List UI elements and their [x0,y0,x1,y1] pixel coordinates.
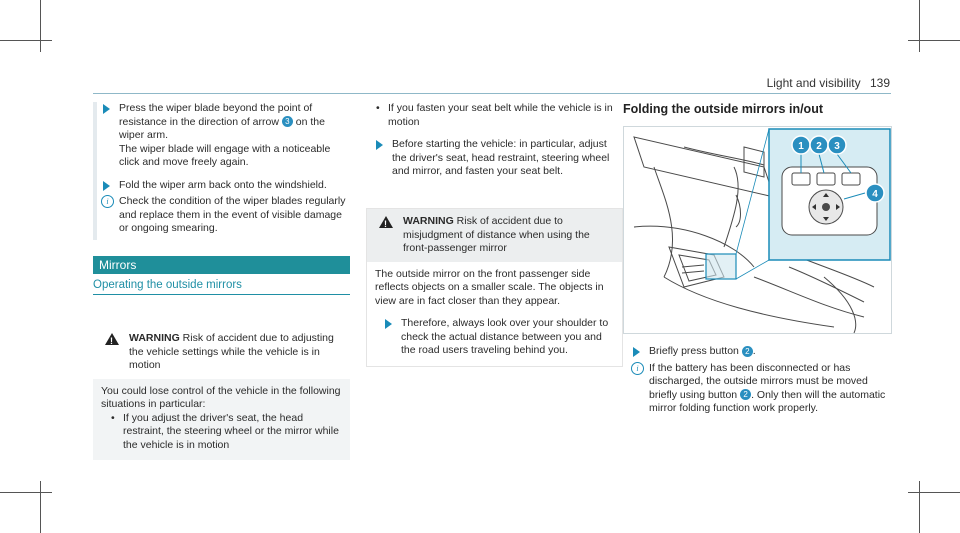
list-item: • If you fasten your seat belt while the vehicle is in motion [366,102,622,129]
warning-head [93,326,350,379]
step-text-end: on the wiper arm. [119,115,325,141]
callout-2-icon: 2 [742,346,753,357]
step-text: Press the wiper blade beyond the point of resistance in the direction of arrow [119,102,313,128]
arrow-icon [633,347,640,357]
middle-column [366,102,622,188]
warning-icon: ! [105,333,119,345]
step-before-start [366,138,622,179]
callout-3: 3 [834,141,840,152]
warning-title: Risk of accident due to misjudgment of distance when using the front-passenger mirror [403,215,590,254]
header-rule [93,93,891,94]
callout-3-icon: 3 [282,116,293,127]
warning-head [367,209,622,262]
page-number: 139 [869,76,890,90]
note-text-end: . Only then will the automatic mirror folding function work properly. [649,388,886,414]
warning-body-text: The outside mirror on the front passenger side reflects objects on a smaller scale. The objects in view are in fact closer than they appear. [375,267,604,307]
step-text: Briefly press button [649,345,742,357]
section-heading: Mirrors [93,256,350,274]
step-fold-wiper [93,179,350,193]
note-wiper [93,195,350,236]
callout-4: 4 [872,189,878,200]
arrow-icon [385,319,392,329]
note-battery [623,362,891,416]
warning-icon: ! [379,216,393,228]
step-text: Fold the wiper arm back onto the windshield. [119,178,327,191]
crop-mark [908,492,960,493]
header-section: Light and visibility [766,76,861,90]
info-icon: i [101,195,114,208]
crop-mark [40,0,41,52]
warning-box-adjust [93,326,350,460]
warning-body [367,262,622,366]
crop-mark [919,0,920,52]
callout-2: 2 [816,141,822,152]
warning-label: WARNING [403,215,454,227]
list-item: • If you adjust the driver's seat, the head restraint, the steering wheel or the mirror while the vehicle is in motion [101,412,342,453]
step-text: Therefore, always look over your shoulder to check the actual distance between you and the road users traveling behind you. [401,317,609,356]
step-press-button: Briefly press button 2 . [623,345,891,359]
right-steps [623,345,891,425]
crop-mark [919,481,920,533]
warning-box-mirror [366,208,623,367]
door-panel-illustration [624,127,891,333]
running-header [767,76,890,90]
arrow-icon [103,181,110,191]
step-text: Before starting the vehicle: in particular, adjust the driver's seat, head restraint, steering wheel and mirror, and fasten your seat belt. [392,138,610,177]
warning-label: WARNING [129,332,180,344]
crop-mark [908,40,960,41]
crop-mark [0,40,52,41]
note-text: Check the condition of the wiper blades regularly and replace them in the event of visible damage or ongoing smearing. [119,195,346,234]
door-panel-image [623,126,892,334]
note-text: If the battery has been disconnected or has discharged, the outside mirrors must be moved briefly using button [649,361,868,401]
callout-2-icon: 2 [740,389,751,400]
arrow-icon [376,140,383,150]
callout-1: 1 [798,141,804,152]
warning-title: Risk of accident due to adjusting the vehicle settings while the vehicle is in motion [129,332,334,371]
info-icon: i [631,362,644,375]
left-steps [93,102,350,245]
step-result: The wiper blade will engage with a noticeable click and move freely again. [119,142,331,168]
warning-body [93,379,350,461]
subsection-heading: Operating the outside mirrors [93,279,350,295]
warning-body-text: You could lose control of the vehicle in the following situations in particular: [101,384,341,410]
arrow-icon [103,104,110,114]
step-press-wiper [93,102,350,170]
step-look-over [375,317,614,358]
section-title: Folding the outside mirrors in/out [623,102,823,116]
crop-mark [0,492,52,493]
crop-mark [40,481,41,533]
